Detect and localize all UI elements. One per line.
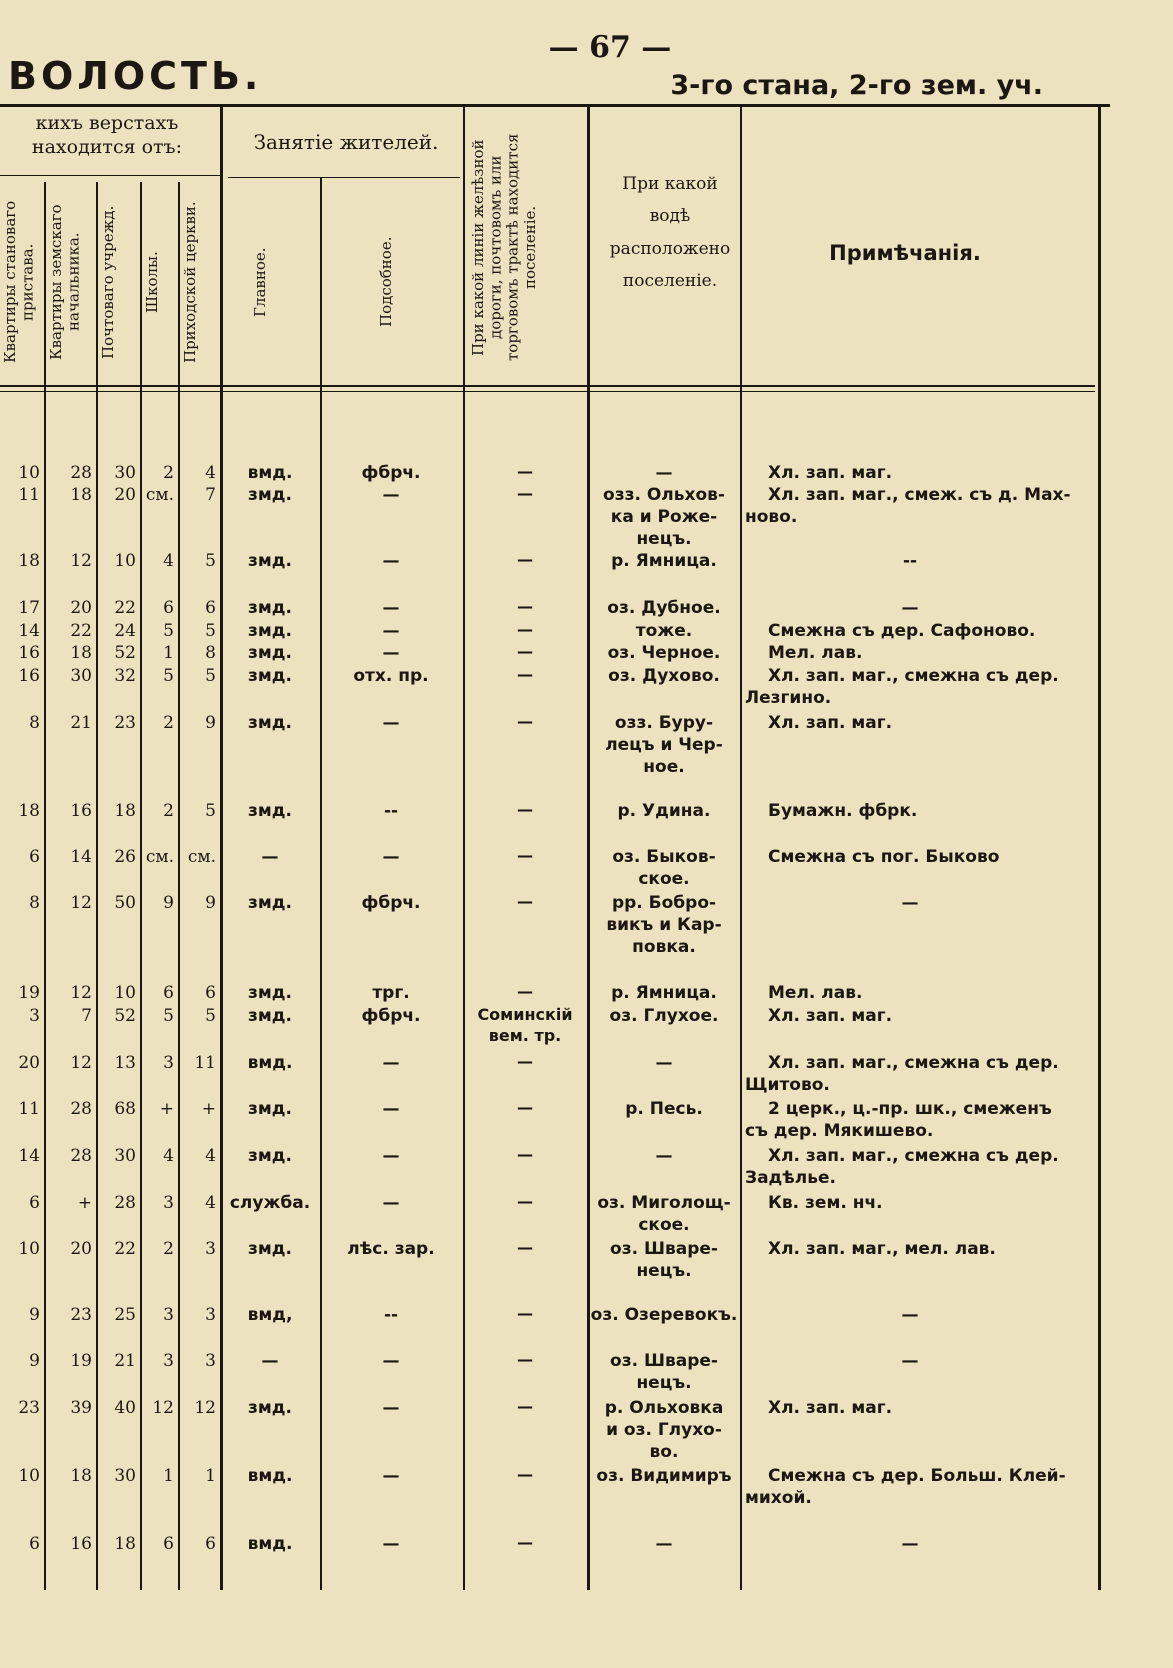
cell-railway: — bbox=[517, 550, 533, 569]
cell-school: см. bbox=[145, 847, 174, 867]
cell-church: 4 bbox=[205, 1193, 216, 1213]
cell-water-line: нецъ. bbox=[636, 529, 692, 549]
cell-main: змд. bbox=[248, 1146, 292, 1166]
cell-main: змд. bbox=[248, 598, 292, 618]
column-divider bbox=[320, 177, 322, 1590]
column-divider bbox=[740, 104, 742, 1590]
cell-railway: — bbox=[517, 620, 533, 639]
cell-stanovoy: 20 bbox=[18, 1053, 40, 1073]
cell-school: 9 bbox=[163, 893, 174, 913]
cell-zemsky: 22 bbox=[70, 621, 92, 641]
cell-school: 2 bbox=[163, 713, 174, 733]
cell-railway: — bbox=[517, 1192, 533, 1211]
cell-main: змд. bbox=[248, 1099, 292, 1119]
cell-railway: — bbox=[517, 846, 533, 865]
cell-post: 21 bbox=[114, 1351, 136, 1371]
cell-stanovoy: 11 bbox=[18, 1099, 40, 1119]
cell-water-line: р. Ямница. bbox=[611, 983, 717, 1003]
cell-main: змд. bbox=[248, 713, 292, 733]
top-rule bbox=[0, 104, 1110, 107]
cell-church: 6 bbox=[205, 598, 216, 618]
cell-main: вмд. bbox=[247, 1053, 293, 1073]
cell-stanovoy: 16 bbox=[18, 643, 40, 663]
cell-aux: трг. bbox=[372, 983, 410, 1003]
cell-zemsky: 12 bbox=[70, 551, 92, 571]
cell-notes-line: Задѣлье. bbox=[745, 1168, 836, 1188]
cell-zemsky: 28 bbox=[70, 463, 92, 483]
cell-church: 6 bbox=[205, 983, 216, 1003]
cell-stanovoy: 10 bbox=[18, 1239, 40, 1259]
cell-water-line: оз. Дубное. bbox=[607, 598, 721, 618]
cell-zemsky: 28 bbox=[70, 1146, 92, 1166]
cell-notes-line: 2 церк., ц.-пр. шк., смеженъ bbox=[768, 1099, 1052, 1119]
cell-zemsky: 12 bbox=[70, 1053, 92, 1073]
cell-aux: — bbox=[382, 1053, 400, 1073]
cell-church: 5 bbox=[205, 666, 216, 686]
cell-railway: Соминскій вем. тр. bbox=[477, 1005, 573, 1045]
cell-notes-line: Хл. зап. маг., смеж. съ д. Мах- bbox=[768, 485, 1071, 505]
cell-main: вмд. bbox=[247, 1466, 293, 1486]
cell-notes-line: Хл. зап. маг., смежна съ дер. bbox=[768, 1053, 1059, 1073]
cell-school: 1 bbox=[163, 643, 174, 663]
cell-aux: -- bbox=[383, 1305, 399, 1325]
cell-zemsky: 18 bbox=[70, 1466, 92, 1486]
cell-school: 12 bbox=[152, 1398, 174, 1418]
cell-stanovoy: 8 bbox=[29, 893, 40, 913]
cell-notes-line: Хл. зап. маг. bbox=[768, 713, 893, 733]
column-divider bbox=[178, 182, 180, 1590]
cell-water-line: повка. bbox=[632, 937, 696, 957]
cell-aux: — bbox=[382, 847, 400, 867]
cell-school: 2 bbox=[163, 463, 174, 483]
cell-water-line: р. Удина. bbox=[617, 801, 711, 821]
cell-church: 9 bbox=[205, 713, 216, 733]
col-main-header: Главное. bbox=[251, 247, 269, 317]
cell-water-line: оз. Шваре- bbox=[610, 1351, 718, 1371]
cell-notes-line: — bbox=[901, 1534, 919, 1554]
cell-church: 6 bbox=[205, 1534, 216, 1554]
cell-main: вмд. bbox=[247, 463, 293, 483]
cell-zemsky: 12 bbox=[70, 893, 92, 913]
column-divider bbox=[96, 182, 98, 1590]
cell-post: 22 bbox=[114, 1239, 136, 1259]
cell-stanovoy: 9 bbox=[29, 1351, 40, 1371]
cell-post: 10 bbox=[114, 983, 136, 1003]
cell-aux: — bbox=[382, 713, 400, 733]
cell-post: 30 bbox=[114, 1466, 136, 1486]
cell-notes-line: Щитово. bbox=[745, 1075, 830, 1095]
cell-post: 26 bbox=[114, 847, 136, 867]
cell-church: 11 bbox=[194, 1053, 216, 1073]
cell-main: змд. bbox=[248, 801, 292, 821]
cell-main: змд. bbox=[248, 1006, 292, 1026]
cell-main: — bbox=[261, 847, 279, 867]
cell-aux: отх. пр. bbox=[353, 666, 429, 686]
cell-water-line: оз. Духово. bbox=[608, 666, 720, 686]
cell-water-line: и оз. Глухо- bbox=[606, 1420, 722, 1440]
cell-water-line: тоже. bbox=[635, 621, 693, 641]
cell-post: 52 bbox=[114, 643, 136, 663]
cell-stanovoy: 16 bbox=[18, 666, 40, 686]
cell-water-line: озз. Ольхов- bbox=[603, 485, 725, 505]
cell-stanovoy: 8 bbox=[29, 713, 40, 733]
cell-school: 2 bbox=[163, 801, 174, 821]
cell-zemsky: 7 bbox=[81, 1006, 92, 1026]
cell-school: 5 bbox=[163, 1006, 174, 1026]
cell-aux: — bbox=[382, 1398, 400, 1418]
cell-water-line: ское. bbox=[638, 1215, 690, 1235]
cell-stanovoy: 10 bbox=[18, 463, 40, 483]
cell-church: 7 bbox=[205, 485, 216, 505]
cell-post: 68 bbox=[114, 1099, 136, 1119]
cell-stanovoy: 17 bbox=[18, 598, 40, 618]
cell-water-line: нецъ. bbox=[636, 1261, 692, 1281]
cell-church: 3 bbox=[205, 1239, 216, 1259]
cell-church: 5 bbox=[205, 1006, 216, 1026]
cell-post: 23 bbox=[114, 713, 136, 733]
cell-church: 9 bbox=[205, 893, 216, 913]
cell-notes-line: Хл. зап. маг., смежна съ дер. bbox=[768, 1146, 1059, 1166]
cell-church: + bbox=[201, 1099, 216, 1119]
cell-notes-line: Бумажн. фбрк. bbox=[768, 801, 918, 821]
cell-main: змд. bbox=[248, 1239, 292, 1259]
cell-aux: — bbox=[382, 621, 400, 641]
cell-water-line: ка и Роже- bbox=[610, 507, 718, 527]
cell-railway: — bbox=[517, 1465, 533, 1484]
cell-water-line: р. Песь. bbox=[625, 1099, 703, 1119]
cell-school: + bbox=[159, 1099, 174, 1119]
cell-church: 8 bbox=[205, 643, 216, 663]
cell-church: 4 bbox=[205, 463, 216, 483]
cell-water-line: оз. Озеревокъ. bbox=[590, 1305, 738, 1325]
cell-church: 3 bbox=[205, 1305, 216, 1325]
cell-water-line: ное. bbox=[643, 757, 685, 777]
cell-aux: — bbox=[382, 1351, 400, 1371]
cell-water-line: оз. Быков- bbox=[612, 847, 716, 867]
cell-water-line: р. Ямница. bbox=[611, 551, 717, 571]
cell-zemsky: 23 bbox=[70, 1305, 92, 1325]
cell-church: 12 bbox=[194, 1398, 216, 1418]
cell-zemsky: 16 bbox=[70, 801, 92, 821]
cell-church: 5 bbox=[205, 551, 216, 571]
cell-post: 32 bbox=[114, 666, 136, 686]
cell-post: 22 bbox=[114, 598, 136, 618]
cell-water-line: оз. Миголощ- bbox=[597, 1193, 731, 1213]
cell-aux: — bbox=[382, 1146, 400, 1166]
cell-railway: — bbox=[517, 642, 533, 661]
occupation-group-rule bbox=[228, 177, 460, 178]
cell-post: 40 bbox=[114, 1398, 136, 1418]
cell-aux: — bbox=[382, 485, 400, 505]
cell-zemsky: 16 bbox=[70, 1534, 92, 1554]
cell-aux: — bbox=[382, 1099, 400, 1119]
cell-railway: — bbox=[517, 1052, 533, 1071]
cell-school: 3 bbox=[163, 1351, 174, 1371]
cell-aux: фбрч. bbox=[361, 1006, 421, 1026]
cell-zemsky: 12 bbox=[70, 983, 92, 1003]
cell-aux: — bbox=[382, 1534, 400, 1554]
col-aux-header: Подсобное. bbox=[377, 236, 395, 328]
cell-water-line: викъ и Кар- bbox=[606, 915, 722, 935]
cell-stanovoy: 6 bbox=[29, 1534, 40, 1554]
cell-aux: — bbox=[382, 551, 400, 571]
cell-zemsky: 14 bbox=[70, 847, 92, 867]
cell-railway: — bbox=[517, 665, 533, 684]
cell-railway: — bbox=[517, 800, 533, 819]
cell-water-line: лецъ и Чер- bbox=[605, 735, 723, 755]
cell-post: 24 bbox=[114, 621, 136, 641]
cell-school: 2 bbox=[163, 1239, 174, 1259]
cell-aux: лѣс. зар. bbox=[347, 1239, 435, 1259]
cell-post: 30 bbox=[114, 463, 136, 483]
page-number: — 67 — bbox=[548, 30, 672, 65]
col-stanovoy-header: Квартиры становаго пристава. bbox=[1, 200, 37, 364]
cell-railway: — bbox=[517, 712, 533, 731]
col-water-header: При какой водѣ расположено поселеніе. bbox=[609, 174, 731, 291]
cell-notes-line: Смежна съ дер. Больш. Клей- bbox=[768, 1466, 1066, 1486]
cell-stanovoy: 9 bbox=[29, 1305, 40, 1325]
volost-title: ВОЛОСТЬ. bbox=[8, 54, 263, 98]
cell-main: змд. bbox=[248, 485, 292, 505]
cell-railway: — bbox=[517, 484, 533, 503]
cell-water-line: оз. Глухое. bbox=[609, 1006, 719, 1026]
cell-water-line: — bbox=[655, 1053, 673, 1073]
cell-main: змд. bbox=[248, 893, 292, 913]
cell-zemsky: 28 bbox=[70, 1099, 92, 1119]
cell-post: 18 bbox=[114, 801, 136, 821]
cell-main: змд. bbox=[248, 643, 292, 663]
column-divider bbox=[140, 182, 142, 1590]
cell-notes-line: Лезгино. bbox=[745, 688, 832, 708]
cell-railway: — bbox=[517, 982, 533, 1001]
col-notes-header: Примѣчанія. bbox=[829, 241, 981, 265]
cell-notes-line: Хл. зап. маг. bbox=[768, 1398, 893, 1418]
stan-title: 3-го стана, 2-го зем. уч. bbox=[670, 70, 1043, 101]
cell-zemsky: 20 bbox=[70, 598, 92, 618]
cell-aux: фбрч. bbox=[361, 463, 421, 483]
cell-stanovoy: 14 bbox=[18, 621, 40, 641]
cell-railway: — bbox=[517, 892, 533, 911]
cell-notes-line: — bbox=[901, 893, 919, 913]
header-bottom-rule-2 bbox=[0, 391, 1095, 392]
cell-school: 3 bbox=[163, 1193, 174, 1213]
cell-aux: — bbox=[382, 1193, 400, 1213]
cell-church: 5 bbox=[205, 621, 216, 641]
cell-railway: — bbox=[517, 597, 533, 616]
cell-railway: — bbox=[517, 1350, 533, 1369]
cell-water-line: — bbox=[655, 1534, 673, 1554]
cell-notes-line: -- bbox=[902, 551, 918, 571]
cell-water-line: р. Ольховка bbox=[604, 1398, 724, 1418]
cell-notes-line: михой. bbox=[745, 1488, 812, 1508]
cell-notes-line: — bbox=[901, 1305, 919, 1325]
cell-water-line: озз. Буру- bbox=[614, 713, 714, 733]
cell-water-line: оз. Шваре- bbox=[610, 1239, 718, 1259]
cell-church: см. bbox=[187, 847, 216, 867]
cell-stanovoy: 6 bbox=[29, 847, 40, 867]
cell-school: 5 bbox=[163, 666, 174, 686]
cell-notes-line: Мел. лав. bbox=[768, 643, 863, 663]
cell-notes-line: Хл. зап. маг., мел. лав. bbox=[768, 1239, 996, 1259]
cell-railway: — bbox=[517, 1098, 533, 1117]
cell-main: — bbox=[261, 1351, 279, 1371]
cell-aux: — bbox=[382, 598, 400, 618]
cell-railway: — bbox=[517, 1304, 533, 1323]
cell-school: 5 bbox=[163, 621, 174, 641]
header-bottom-rule bbox=[0, 385, 1095, 387]
cell-railway: — bbox=[517, 1397, 533, 1416]
cell-stanovoy: 11 bbox=[18, 485, 40, 505]
cell-post: 18 bbox=[114, 1534, 136, 1554]
cell-notes-line: Хл. зап. маг. bbox=[768, 463, 893, 483]
cell-school: 1 bbox=[163, 1466, 174, 1486]
cell-post: 13 bbox=[114, 1053, 136, 1073]
col-church-header: Приходской церкви. bbox=[181, 201, 199, 363]
cell-church: 3 bbox=[205, 1351, 216, 1371]
cell-notes-line: Смежна съ дер. Сафоново. bbox=[768, 621, 1036, 641]
cell-zemsky: 18 bbox=[70, 485, 92, 505]
cell-notes-line: — bbox=[901, 598, 919, 618]
cell-stanovoy: 3 bbox=[29, 1006, 40, 1026]
col-zemsky-header: Квартиры земскаго начальника. bbox=[47, 204, 83, 360]
cell-zemsky: 30 bbox=[70, 666, 92, 686]
cell-water-line: — bbox=[655, 463, 673, 483]
cell-main: змд. bbox=[248, 621, 292, 641]
cell-school: 6 bbox=[163, 598, 174, 618]
cell-school: см. bbox=[145, 485, 174, 505]
cell-main: змд. bbox=[248, 666, 292, 686]
cell-church: 4 bbox=[205, 1146, 216, 1166]
col-school-header: Школы. bbox=[143, 251, 161, 313]
cell-notes-line: Кв. зем. нч. bbox=[768, 1193, 883, 1213]
cell-water-line: во. bbox=[649, 1442, 679, 1462]
cell-notes-line: Хл. зап. маг., смежна съ дер. bbox=[768, 666, 1059, 686]
cell-zemsky: 39 bbox=[70, 1398, 92, 1418]
cell-zemsky: 18 bbox=[70, 643, 92, 663]
column-divider bbox=[1098, 104, 1101, 1590]
cell-water-line: нецъ. bbox=[636, 1373, 692, 1393]
col-railway-header: При какой линіи желѣзной дороги, почтовомъ или торговомъ трактѣ находится поселеніе. bbox=[469, 133, 539, 362]
cell-aux: фбрч. bbox=[361, 893, 421, 913]
cell-stanovoy: 23 bbox=[18, 1398, 40, 1418]
cell-church: 1 bbox=[205, 1466, 216, 1486]
cell-school: 4 bbox=[163, 551, 174, 571]
cell-railway: — bbox=[517, 1238, 533, 1257]
cell-water-line: оз. Черное. bbox=[607, 643, 721, 663]
cell-railway: — bbox=[517, 462, 533, 481]
cell-stanovoy: 14 bbox=[18, 1146, 40, 1166]
cell-railway: — bbox=[517, 1533, 533, 1552]
cell-post: 50 bbox=[114, 893, 136, 913]
cell-water-line: рр. Бобро- bbox=[611, 893, 717, 913]
cell-school: 6 bbox=[163, 1534, 174, 1554]
cell-zemsky: 21 bbox=[70, 713, 92, 733]
col-post-header: Почтоваго учрежд. bbox=[99, 205, 117, 359]
cell-main: вмд. bbox=[247, 1534, 293, 1554]
cell-stanovoy: 10 bbox=[18, 1466, 40, 1486]
cell-notes-line: Смежна съ пог. Быково bbox=[768, 847, 1000, 867]
cell-main: вмд, bbox=[247, 1305, 293, 1325]
cell-water-line: — bbox=[655, 1146, 673, 1166]
cell-post: 28 bbox=[114, 1193, 136, 1213]
cell-stanovoy: 6 bbox=[29, 1193, 40, 1213]
cell-notes-line: съ дер. Мякишево. bbox=[745, 1121, 934, 1141]
cell-aux: -- bbox=[383, 801, 399, 821]
distance-group-header: кихъ верстахъ находится отъ: bbox=[31, 112, 183, 158]
cell-school: 3 bbox=[163, 1305, 174, 1325]
distance-group-rule bbox=[0, 175, 220, 176]
cell-zemsky: + bbox=[77, 1193, 92, 1213]
cell-post: 10 bbox=[114, 551, 136, 571]
cell-post: 52 bbox=[114, 1006, 136, 1026]
cell-railway: — bbox=[517, 1145, 533, 1164]
cell-school: 3 bbox=[163, 1053, 174, 1073]
column-divider bbox=[44, 182, 46, 1590]
cell-stanovoy: 19 bbox=[18, 983, 40, 1003]
cell-school: 4 bbox=[163, 1146, 174, 1166]
cell-water-line: ское. bbox=[638, 869, 690, 889]
cell-stanovoy: 18 bbox=[18, 801, 40, 821]
cell-notes-line: ново. bbox=[745, 507, 798, 527]
cell-main: змд. bbox=[248, 1398, 292, 1418]
cell-post: 20 bbox=[114, 485, 136, 505]
cell-church: 5 bbox=[205, 801, 216, 821]
cell-zemsky: 20 bbox=[70, 1239, 92, 1259]
cell-notes-line: — bbox=[901, 1351, 919, 1371]
cell-school: 6 bbox=[163, 983, 174, 1003]
cell-post: 25 bbox=[114, 1305, 136, 1325]
cell-notes-line: Мел. лав. bbox=[768, 983, 863, 1003]
cell-water-line: оз. Видимиръ bbox=[596, 1466, 732, 1486]
cell-zemsky: 19 bbox=[70, 1351, 92, 1371]
cell-notes-line: Хл. зап. маг. bbox=[768, 1006, 893, 1026]
cell-main: служба. bbox=[229, 1193, 311, 1213]
cell-post: 30 bbox=[114, 1146, 136, 1166]
cell-stanovoy: 18 bbox=[18, 551, 40, 571]
occupation-group-header: Занятіе жителей. bbox=[253, 130, 439, 154]
cell-aux: — bbox=[382, 643, 400, 663]
cell-main: змд. bbox=[248, 983, 292, 1003]
cell-aux: — bbox=[382, 1466, 400, 1486]
cell-main: змд. bbox=[248, 551, 292, 571]
